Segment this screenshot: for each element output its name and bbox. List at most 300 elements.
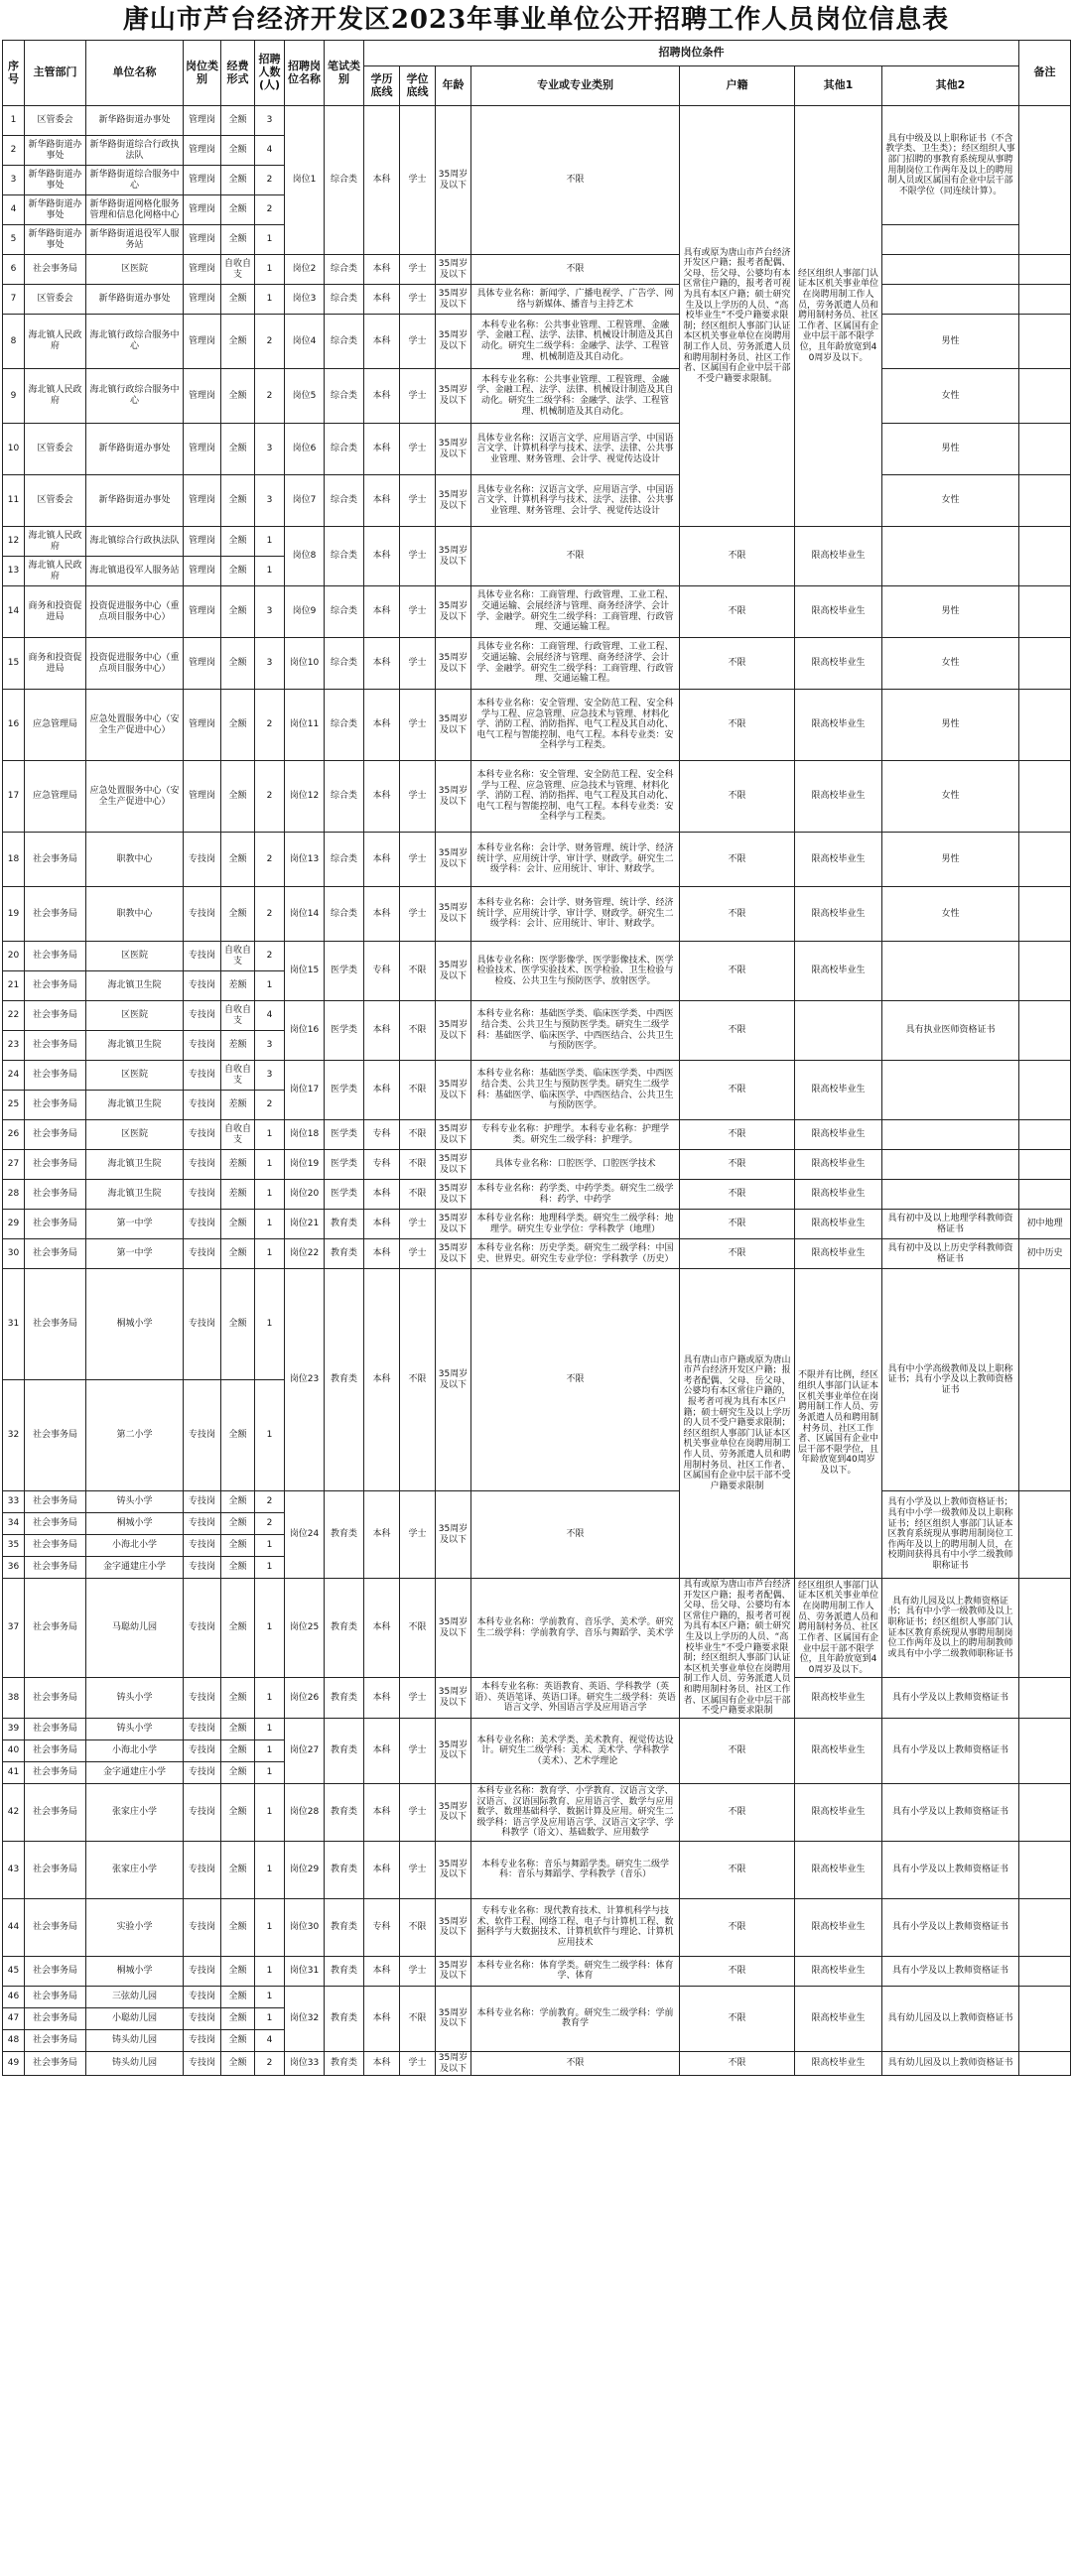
row-dept: 社会事务局 (25, 1986, 86, 2007)
post-note (1019, 255, 1071, 285)
post-note (1019, 1841, 1071, 1898)
post-edu: 本科 (364, 424, 400, 475)
post-degree: 学士 (400, 887, 436, 942)
post-degree: 不限 (400, 1150, 436, 1180)
post-other2: 具有初中及以上历史学科教师资格证书 (882, 1239, 1019, 1269)
post-name: 岗位1 (285, 106, 325, 255)
row-post-type: 管理岗 (184, 527, 221, 557)
post-other2 (882, 1180, 1019, 1210)
row-count: 1 (255, 1535, 285, 1557)
row-dept: 社会事务局 (25, 1001, 86, 1031)
row-seq: 41 (3, 1761, 25, 1783)
post-age: 35周岁及以下 (436, 1579, 471, 1678)
row-unit: 海北镇行政综合服务中心 (86, 315, 184, 369)
row-count: 2 (255, 1513, 285, 1535)
post-edu: 本科 (364, 475, 400, 527)
row-seq: 8 (3, 315, 25, 369)
post-note (1019, 942, 1071, 1001)
post-other1: 经区组织人事部门认证本区机关事业单位在岗聘用制工作人员、劳务派遣人员和聘用制村务员、社区工作者、区属国有企业中层干部不限学位，且年龄放宽到40周岁及以下。 (795, 1579, 882, 1678)
post-age: 35周岁及以下 (436, 1239, 471, 1269)
row-count: 1 (255, 1986, 285, 2007)
post-note (1019, 424, 1071, 475)
row-seq: 28 (3, 1180, 25, 1210)
row-unit: 投资促进服务中心（重点项目服务中心） (86, 638, 184, 690)
post-exam: 教育类 (325, 1898, 364, 1956)
post-edu: 专科 (364, 1120, 400, 1150)
post-other2: 具有幼儿园及以上教师资格证书；具有中小学一级教师及以上职称证书；经区组织人事部门认证本区教育系统现从事聘用制岗位工作两年及以上的聘用制教师或具有中小学二级教师职称证书 (882, 1579, 1019, 1678)
row-count: 2 (255, 942, 285, 971)
post-name: 岗位6 (285, 424, 325, 475)
post-hukou: 不限 (680, 942, 795, 1001)
row-dept: 社会事务局 (25, 1150, 86, 1180)
table-row (3, 1269, 1071, 1380)
post-other1: 限高校毕业生 (795, 527, 882, 586)
post-other2: 男性 (882, 833, 1019, 887)
row-count: 1 (255, 285, 285, 315)
row-post-type: 专技岗 (184, 1061, 221, 1091)
row-dept: 社会事务局 (25, 1513, 86, 1535)
row-post-type: 专技岗 (184, 1120, 221, 1150)
post-major: 具体专业名称：医学影像学、医学影像技术、医学检验技术、医学实验技术、医学检验、卫生检验与检疫、公共卫生与预防医学、放射医学。 (471, 942, 680, 1001)
header-major: 专业或专业类别 (471, 66, 680, 106)
row-seq: 43 (3, 1841, 25, 1898)
row-count: 2 (255, 887, 285, 942)
post-other1: 限高校毕业生 (795, 1956, 882, 1986)
row-seq: 40 (3, 1739, 25, 1761)
row-unit: 新华路街道办事处 (86, 285, 184, 315)
row-dept: 社会事务局 (25, 1380, 86, 1491)
table-row (3, 1491, 1071, 1513)
row-unit: 职教中心 (86, 833, 184, 887)
post-age: 35周岁及以下 (436, 1956, 471, 1986)
row-fund: 全额 (221, 1783, 255, 1841)
row-dept: 社会事务局 (25, 1841, 86, 1898)
row-fund: 全额 (221, 887, 255, 942)
row-fund: 全额 (221, 1986, 255, 2007)
row-dept: 社会事务局 (25, 255, 86, 285)
post-age: 35周岁及以下 (436, 1678, 471, 1719)
row-unit: 第一中学 (86, 1210, 184, 1239)
post-major: 具体专业名称：工商管理、行政管理、工业工程、交通运输、会展经济与管理、商务经济学、会计学、金融学。研究生二级学科：工商管理、行政管理、交通运输工程。 (471, 586, 680, 638)
post-exam: 综合类 (325, 255, 364, 285)
row-fund: 自收自支 (221, 942, 255, 971)
row-unit: 职教中心 (86, 887, 184, 942)
post-hukou: 不限 (680, 1210, 795, 1239)
table-row (3, 586, 1071, 638)
post-exam: 综合类 (325, 285, 364, 315)
post-hukou: 不限 (680, 1150, 795, 1180)
post-other2 (882, 1120, 1019, 1150)
post-exam: 教育类 (325, 1783, 364, 1841)
row-fund: 全额 (221, 1239, 255, 1269)
row-seq: 13 (3, 557, 25, 586)
header-conditions: 招聘岗位条件 (364, 41, 1019, 66)
post-other1 (795, 1001, 882, 1061)
post-name: 岗位16 (285, 1001, 325, 1061)
post-hukou: 不限 (680, 586, 795, 638)
post-degree: 学士 (400, 1783, 436, 1841)
row-dept: 海北镇人民政府 (25, 315, 86, 369)
row-post-type: 专技岗 (184, 1210, 221, 1239)
post-age: 35周岁及以下 (436, 1269, 471, 1491)
row-count: 1 (255, 1239, 285, 1269)
row-count: 1 (255, 1678, 285, 1719)
row-dept: 区管委会 (25, 475, 86, 527)
table-row (3, 1210, 1071, 1239)
row-unit: 张家庄小学 (86, 1841, 184, 1898)
row-unit: 新华路街道综合服务中心 (86, 166, 184, 195)
post-other1: 限高校毕业生 (795, 1678, 882, 1719)
row-dept: 社会事务局 (25, 1091, 86, 1120)
row-count: 1 (255, 1898, 285, 1956)
row-fund: 全额 (221, 761, 255, 833)
post-age: 35周岁及以下 (436, 1718, 471, 1783)
table-row (3, 475, 1071, 527)
row-dept: 社会事务局 (25, 2029, 86, 2051)
row-dept: 区管委会 (25, 106, 86, 136)
post-degree: 学士 (400, 1678, 436, 1719)
table-row (3, 690, 1071, 761)
row-fund: 全额 (221, 527, 255, 557)
row-fund: 全额 (221, 557, 255, 586)
post-age: 35周岁及以下 (436, 424, 471, 475)
row-count: 1 (255, 1783, 285, 1841)
row-seq: 45 (3, 1956, 25, 1986)
row-fund: 全额 (221, 1841, 255, 1898)
row-dept: 应急管理局 (25, 690, 86, 761)
post-other2: 男性 (882, 315, 1019, 369)
post-name: 岗位7 (285, 475, 325, 527)
post-note (1019, 1120, 1071, 1150)
row-count: 2 (255, 1091, 285, 1120)
post-name: 岗位33 (285, 2051, 325, 2075)
post-exam: 综合类 (325, 424, 364, 475)
row-count: 3 (255, 1061, 285, 1091)
post-degree: 学士 (400, 1491, 436, 1579)
row-post-type: 专技岗 (184, 1761, 221, 1783)
post-name: 岗位12 (285, 761, 325, 833)
row-seq: 27 (3, 1150, 25, 1180)
row-seq: 16 (3, 690, 25, 761)
post-age: 35周岁及以下 (436, 1150, 471, 1180)
row-count: 4 (255, 136, 285, 166)
row-seq: 17 (3, 761, 25, 833)
post-edu: 本科 (364, 106, 400, 255)
table-row (3, 1150, 1071, 1180)
post-name: 岗位11 (285, 690, 325, 761)
row-fund: 差额 (221, 1180, 255, 1210)
row-unit: 投资促进服务中心（重点项目服务中心） (86, 586, 184, 638)
post-degree: 不限 (400, 942, 436, 1001)
row-unit: 海北镇卫生院 (86, 971, 184, 1001)
post-degree: 学士 (400, 369, 436, 424)
row-dept: 社会事务局 (25, 1535, 86, 1557)
row-dept: 海北镇人民政府 (25, 527, 86, 557)
post-other2: 具有小学及以上教师资格证书 (882, 1783, 1019, 1841)
table-row (3, 1783, 1071, 1841)
post-exam: 教育类 (325, 1579, 364, 1678)
row-post-type: 专技岗 (184, 1783, 221, 1841)
post-other1: 限高校毕业生 (795, 2051, 882, 2075)
table-row (3, 761, 1071, 833)
row-seq: 22 (3, 1001, 25, 1031)
post-note (1019, 1898, 1071, 1956)
post-exam: 教育类 (325, 1269, 364, 1491)
post-other1: 限高校毕业生 (795, 761, 882, 833)
post-edu: 本科 (364, 2051, 400, 2075)
row-unit: 桐城小学 (86, 1269, 184, 1380)
row-dept: 社会事务局 (25, 1718, 86, 1739)
post-exam: 教育类 (325, 1210, 364, 1239)
row-dept: 社会事务局 (25, 1956, 86, 1986)
post-age: 35周岁及以下 (436, 1986, 471, 2051)
row-count: 2 (255, 166, 285, 195)
row-fund: 全额 (221, 225, 255, 255)
row-count: 2 (255, 369, 285, 424)
post-degree: 学士 (400, 1239, 436, 1269)
post-exam: 综合类 (325, 833, 364, 887)
row-count: 2 (255, 195, 285, 225)
table-row (3, 106, 1071, 136)
row-seq: 39 (3, 1718, 25, 1739)
post-age: 35周岁及以下 (436, 690, 471, 761)
post-degree: 不限 (400, 1898, 436, 1956)
post-name: 岗位25 (285, 1579, 325, 1678)
post-degree: 学士 (400, 527, 436, 586)
row-dept: 区管委会 (25, 424, 86, 475)
header-count: 招聘人数(人) (255, 41, 285, 106)
row-post-type: 管理岗 (184, 225, 221, 255)
post-hukou: 不限 (680, 1061, 795, 1120)
post-exam: 医学类 (325, 1061, 364, 1120)
post-age: 35周岁及以下 (436, 527, 471, 586)
row-fund: 差额 (221, 1031, 255, 1061)
post-exam: 综合类 (325, 475, 364, 527)
row-fund: 全额 (221, 1557, 255, 1579)
post-hukou: 不限 (680, 1841, 795, 1898)
row-post-type: 管理岗 (184, 424, 221, 475)
post-name: 岗位18 (285, 1120, 325, 1150)
row-unit: 新华路街道办事处 (86, 106, 184, 136)
table-row (3, 255, 1071, 285)
row-post-type: 专技岗 (184, 1579, 221, 1678)
row-dept: 社会事务局 (25, 1739, 86, 1761)
post-degree: 不限 (400, 1269, 436, 1491)
post-other1: 限高校毕业生 (795, 833, 882, 887)
row-seq: 20 (3, 942, 25, 971)
post-major: 专科专业名称：现代教育技术、计算机科学与技术、软件工程、网络工程、电子与计算机工程、数据科学与大数据技术、计算机软件与理论、计算机应用技术 (471, 1898, 680, 1956)
post-major: 本科专业名称：英语教育、英语、学科教学（英语）、英语笔译、英语口译。研究生二级学科：英语语言文学、外国语言学及应用语言学 (471, 1678, 680, 1719)
row-seq: 3 (3, 166, 25, 195)
row-seq: 48 (3, 2029, 25, 2051)
row-post-type: 专技岗 (184, 942, 221, 971)
row-fund: 全额 (221, 1579, 255, 1678)
post-hukou: 不限 (680, 2051, 795, 2075)
post-other2: 具有初中及以上地理学科教师资格证书 (882, 1210, 1019, 1239)
post-age: 35周岁及以下 (436, 833, 471, 887)
table-row (3, 369, 1071, 424)
post-other1: 限高校毕业生 (795, 1150, 882, 1180)
post-edu: 本科 (364, 833, 400, 887)
row-unit: 新华路街道办事处 (86, 475, 184, 527)
row-seq: 26 (3, 1120, 25, 1150)
row-dept: 社会事务局 (25, 1180, 86, 1210)
row-unit: 新华路街道办事处 (86, 424, 184, 475)
post-other2: 具有幼儿园及以上教师资格证书 (882, 2051, 1019, 2075)
post-exam: 医学类 (325, 1120, 364, 1150)
row-post-type: 管理岗 (184, 690, 221, 761)
row-seq: 14 (3, 586, 25, 638)
header-post-name: 招聘岗位名称 (285, 41, 325, 106)
post-major: 本科专业名称：学前教育、音乐学、美术学。研究生二级学科：学前教育学、音乐与舞蹈学、美术学 (471, 1579, 680, 1678)
post-degree: 不限 (400, 1061, 436, 1120)
row-seq: 7 (3, 285, 25, 315)
row-post-type: 专技岗 (184, 2007, 221, 2029)
post-exam: 综合类 (325, 369, 364, 424)
table-row (3, 1120, 1071, 1150)
row-fund: 全额 (221, 1269, 255, 1380)
row-seq: 36 (3, 1557, 25, 1579)
row-dept: 社会事务局 (25, 887, 86, 942)
post-edu: 本科 (364, 1956, 400, 1986)
page-title: 唐山市芦台经济开发区2023年事业单位公开招聘工作人员岗位信息表 (122, 5, 950, 35)
post-hukou: 具有唐山市户籍或原为唐山市芦台经济开发区户籍；报考者配偶、父母、岳父母、公婆均有本区常住户籍的，报考者可视为具有本区户籍；硕士研究生及以上学历的人员不受户籍要求限制；经区组织人事部门认证本区机关事业单位在岗聘用制工作人员、劳务派遣人员和聘用制村务员、社区工作者、区属国有企业中层干部不受户籍要求限制 (680, 1269, 795, 1579)
post-other1: 限高校毕业生 (795, 1986, 882, 2051)
post-major: 本科专业名称：地理科学类。研究生二级学科：地理学。研究生专业学位：学科教学（地理） (471, 1210, 680, 1239)
row-seq: 6 (3, 255, 25, 285)
row-count: 1 (255, 527, 285, 557)
row-dept: 社会事务局 (25, 1579, 86, 1678)
post-name: 岗位30 (285, 1898, 325, 1956)
row-seq: 49 (3, 2051, 25, 2075)
row-unit: 马聪幼儿园 (86, 1579, 184, 1678)
row-fund: 自收自支 (221, 1001, 255, 1031)
row-count: 2 (255, 833, 285, 887)
post-name: 岗位5 (285, 369, 325, 424)
row-seq: 42 (3, 1783, 25, 1841)
post-exam: 医学类 (325, 1001, 364, 1061)
row-fund: 全额 (221, 1678, 255, 1719)
row-seq: 4 (3, 195, 25, 225)
header-hukou: 户籍 (680, 66, 795, 106)
row-seq: 11 (3, 475, 25, 527)
post-major: 具体专业名称：汉语言文学、应用语言学、中国语言文学、计算机科学与技术、法学、法律、公共事业管理、财务管理、会计学、视觉传达设计 (471, 424, 680, 475)
post-exam: 教育类 (325, 1841, 364, 1898)
post-note (1019, 1956, 1071, 1986)
row-dept: 海北镇人民政府 (25, 557, 86, 586)
row-count: 3 (255, 586, 285, 638)
post-note (1019, 1061, 1071, 1120)
row-post-type: 管理岗 (184, 255, 221, 285)
post-note: 初中历史 (1019, 1239, 1071, 1269)
row-count: 4 (255, 1001, 285, 1031)
row-post-type: 专技岗 (184, 1739, 221, 1761)
post-major: 本科专业名称：会计学、财务管理、统计学、经济统计学、应用统计学、审计学、财政学。研究生二级学科：会计、应用统计、审计、财政学。 (471, 887, 680, 942)
post-degree: 学士 (400, 424, 436, 475)
post-exam: 综合类 (325, 761, 364, 833)
table-row (3, 527, 1071, 557)
post-major: 本科专业名称：公共事业管理、工程管理、金融学、金融工程、法学、法律、机械设计制造及其自动化。研究生二级学科：金融学、法学、工程管理、机械制造及其自动化。 (471, 369, 680, 424)
row-fund: 全额 (221, 1898, 255, 1956)
row-post-type: 专技岗 (184, 2029, 221, 2051)
post-edu: 本科 (364, 1001, 400, 1061)
table-row (3, 1956, 1071, 1986)
row-unit: 区医院 (86, 1061, 184, 1091)
row-post-type: 专技岗 (184, 1150, 221, 1180)
row-fund: 全额 (221, 2051, 255, 2075)
row-post-type: 专技岗 (184, 1491, 221, 1513)
post-other1: 限高校毕业生 (795, 887, 882, 942)
row-seq: 25 (3, 1091, 25, 1120)
row-post-type: 专技岗 (184, 1001, 221, 1031)
post-age: 35周岁及以下 (436, 586, 471, 638)
header-degree: 学位底线 (400, 66, 436, 106)
post-other1: 限高校毕业生 (795, 1841, 882, 1898)
row-fund: 全额 (221, 195, 255, 225)
row-post-type: 管理岗 (184, 285, 221, 315)
row-unit: 海北镇卫生院 (86, 1091, 184, 1120)
row-seq: 15 (3, 638, 25, 690)
post-hukou: 不限 (680, 1956, 795, 1986)
row-dept: 新华路街道办事处 (25, 195, 86, 225)
post-other1: 限高校毕业生 (795, 1210, 882, 1239)
table-body (3, 106, 1071, 2076)
post-age: 35周岁及以下 (436, 1783, 471, 1841)
post-major: 本科专业名称：学前教育。研究生二级学科：学前教育学 (471, 1986, 680, 2051)
post-degree: 不限 (400, 1579, 436, 1678)
post-edu: 本科 (364, 887, 400, 942)
post-name: 岗位19 (285, 1150, 325, 1180)
post-major: 具体专业名称：新闻学、广播电视学、广告学、网络与新媒体、播音与主持艺术 (471, 285, 680, 315)
post-edu: 本科 (364, 1239, 400, 1269)
post-edu: 本科 (364, 1986, 400, 2051)
post-major: 不限 (471, 1269, 680, 1491)
row-dept: 社会事务局 (25, 1031, 86, 1061)
post-degree: 不限 (400, 1180, 436, 1210)
post-note (1019, 1718, 1071, 1783)
row-unit: 区医院 (86, 1120, 184, 1150)
row-fund: 全额 (221, 424, 255, 475)
post-note (1019, 1269, 1071, 1491)
row-count: 1 (255, 2007, 285, 2029)
positions-table (2, 40, 1071, 2076)
row-post-type: 专技岗 (184, 1269, 221, 1380)
row-post-type: 专技岗 (184, 1841, 221, 1898)
row-dept: 区管委会 (25, 285, 86, 315)
post-age: 35周岁及以下 (436, 1841, 471, 1898)
post-other2: 具有中级及以上职称证书（不含教学类、卫生类）；经区组织人事部门招聘的事教育系统现从事聘用制岗位工作两年及以上的聘用制人员或区属国有企业中层干部不限学位（同连续计算）。 (882, 106, 1019, 225)
post-hukou: 不限 (680, 638, 795, 690)
row-fund: 全额 (221, 1956, 255, 1986)
row-seq: 29 (3, 1210, 25, 1239)
post-edu: 本科 (364, 1210, 400, 1239)
row-fund: 全额 (221, 1761, 255, 1783)
post-major: 本科专业名称：美术学类、美术教育、视觉传达设计。研究生二级学科：美术、美术学、学科教学（美术）、艺术学理论 (471, 1718, 680, 1783)
post-other2: 具有中小学高级教师及以上职称证书；具有小学及以上教师资格证书 (882, 1269, 1019, 1491)
row-unit: 三弦幼儿园 (86, 1986, 184, 2007)
row-count: 1 (255, 1739, 285, 1761)
table-row (3, 1898, 1071, 1956)
row-fund: 差额 (221, 1150, 255, 1180)
row-post-type: 管理岗 (184, 195, 221, 225)
post-note (1019, 2051, 1071, 2075)
row-dept: 社会事务局 (25, 1678, 86, 1719)
post-major: 本科专业名称：音乐与舞蹈学类。研究生二级学科：音乐与舞蹈学、学科教学（音乐） (471, 1841, 680, 1898)
post-degree: 不限 (400, 1986, 436, 2051)
post-major: 本科专业名称：基础医学类、临床医学类、中西医结合类、公共卫生与预防医学类。研究生二级学科：基础医学、临床医学、中西医结合、公共卫生与预防医学。 (471, 1061, 680, 1120)
row-unit: 海北镇卫生院 (86, 1180, 184, 1210)
post-hukou: 不限 (680, 761, 795, 833)
